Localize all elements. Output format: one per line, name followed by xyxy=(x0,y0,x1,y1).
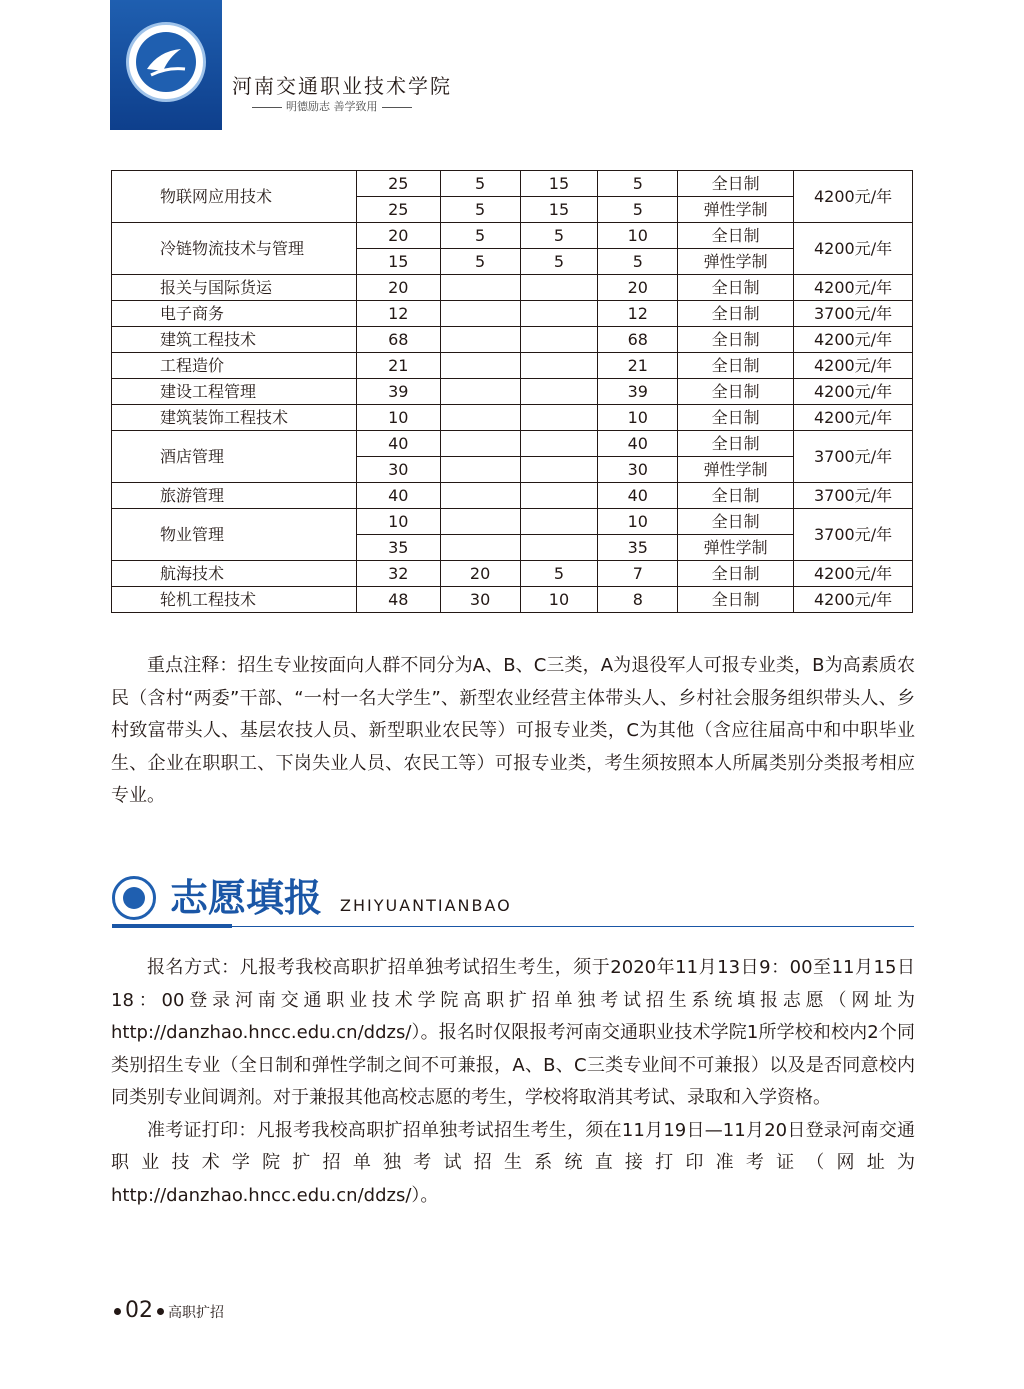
quota-cell: 39 xyxy=(598,379,678,405)
quota-cell: 20 xyxy=(356,275,440,301)
tuition-cell: 4200元/年 xyxy=(794,327,913,353)
quota-cell xyxy=(520,405,598,431)
page-number: 02 xyxy=(125,1298,153,1323)
quota-cell xyxy=(520,301,598,327)
study-mode-cell: 全日制 xyxy=(678,405,794,431)
quota-cell: 5 xyxy=(440,197,520,223)
note-paragraph xyxy=(111,650,915,813)
study-mode-cell: 全日制 xyxy=(678,379,794,405)
major-name-cell: 建筑工程技术 xyxy=(112,327,357,353)
quota-cell xyxy=(520,379,598,405)
quota-cell: 12 xyxy=(598,301,678,327)
major-name-cell: 物联网应用技术 xyxy=(112,171,357,223)
quota-cell xyxy=(520,353,598,379)
study-mode-cell: 全日制 xyxy=(678,587,794,613)
footer-label: 高职扩招 xyxy=(168,1305,224,1321)
study-mode-cell: 全日制 xyxy=(678,327,794,353)
quota-cell: 25 xyxy=(356,197,440,223)
quota-cell xyxy=(520,275,598,301)
major-name-cell: 航海技术 xyxy=(112,561,357,587)
quota-cell: 40 xyxy=(356,431,440,457)
table-row xyxy=(112,275,913,301)
quota-cell: 10 xyxy=(356,405,440,431)
quota-cell: 68 xyxy=(598,327,678,353)
quota-cell xyxy=(440,483,520,509)
quota-cell: 10 xyxy=(598,405,678,431)
quota-cell: 40 xyxy=(598,483,678,509)
quota-cell xyxy=(520,509,598,535)
quota-cell: 20 xyxy=(356,223,440,249)
quota-cell xyxy=(440,327,520,353)
tuition-cell: 3700元/年 xyxy=(794,483,913,509)
quota-cell: 10 xyxy=(356,509,440,535)
tuition-cell: 3700元/年 xyxy=(794,431,913,483)
quota-cell: 5 xyxy=(598,197,678,223)
tuition-cell: 4200元/年 xyxy=(794,275,913,301)
quota-cell xyxy=(440,301,520,327)
major-name-cell: 轮机工程技术 xyxy=(112,587,357,613)
bullet-dot-icon xyxy=(114,1308,121,1315)
page-footer xyxy=(110,1298,224,1323)
school-emblem-icon xyxy=(126,22,206,102)
motto-text: 明德励志 善学致用 xyxy=(286,100,378,113)
tuition-cell: 4200元/年 xyxy=(794,587,913,613)
section-title: 志愿填报 xyxy=(170,876,323,920)
major-name-cell: 工程造价 xyxy=(112,353,357,379)
quota-cell: 10 xyxy=(598,509,678,535)
table-row xyxy=(112,509,913,535)
quota-cell xyxy=(440,405,520,431)
study-mode-cell: 全日制 xyxy=(678,301,794,327)
quota-cell: 30 xyxy=(356,457,440,483)
registration-paragraph: 报名方式：凡报考我校高职扩招单独考试招生考生，须于2020年11月13日9：00至11月15日18：00登录河南交通职业技术学院高职扩招单独考试招生系统填报志愿（网址为http://danzhao.hncc.edu.cn/ddzs/）。报名时仅限报考河南交通职业技术学院1所学校和校内2个同类别招生专业（全日制和弹性学制之间不可兼报，A、B、C三类专业间不可兼报）以及是否同意校内同类别专业间调剂。对于兼报其他高校志愿的考生，学校将取消其考试、录取和入学资格。 xyxy=(111,957,915,1108)
quota-cell: 32 xyxy=(356,561,440,587)
table-row xyxy=(112,301,913,327)
tuition-cell: 4200元/年 xyxy=(794,353,913,379)
section-body xyxy=(111,952,915,1212)
quota-cell xyxy=(440,431,520,457)
major-name-cell: 冷链物流技术与管理 xyxy=(112,223,357,275)
study-mode-cell: 弹性学制 xyxy=(678,535,794,561)
study-mode-cell: 弹性学制 xyxy=(678,249,794,275)
major-name-cell: 电子商务 xyxy=(112,301,357,327)
study-mode-cell: 全日制 xyxy=(678,275,794,301)
major-name-cell: 酒店管理 xyxy=(112,431,357,483)
table-row xyxy=(112,379,913,405)
study-mode-cell: 全日制 xyxy=(678,353,794,379)
tuition-cell: 4200元/年 xyxy=(794,379,913,405)
table-row xyxy=(112,171,913,197)
quota-cell xyxy=(520,457,598,483)
section-underline-accent xyxy=(112,924,232,928)
table-row xyxy=(112,353,913,379)
quota-cell: 40 xyxy=(598,431,678,457)
quota-cell: 8 xyxy=(598,587,678,613)
quota-cell xyxy=(520,483,598,509)
quota-cell xyxy=(440,379,520,405)
quota-cell: 5 xyxy=(520,223,598,249)
note-text: 重点注释：招生专业按面向人群不同分为A、B、C三类，A为退役军人可报专业类，B为高素质农民（含村“两委”干部、“一村一名大学生”、新型农业经营主体带头人、乡村社会服务组织带头人、乡村致富带头人、基层农技人员、新型职业农民等）可报专业类，C为其他（含应往届高中和中职毕业生、企业在职职工、下岗失业人员、农民工等）可报专业类，考生须按照本人所属类别分类报考相应专业。 xyxy=(111,655,915,806)
quota-cell: 5 xyxy=(598,171,678,197)
quota-cell: 68 xyxy=(356,327,440,353)
quota-cell: 10 xyxy=(520,587,598,613)
table-row xyxy=(112,483,913,509)
bullet-dot-icon xyxy=(157,1308,164,1315)
quota-cell xyxy=(440,275,520,301)
quota-cell xyxy=(520,535,598,561)
section-emblem-icon xyxy=(112,876,156,920)
major-name-cell: 建筑装饰工程技术 xyxy=(112,405,357,431)
quota-cell: 39 xyxy=(356,379,440,405)
tuition-cell: 4200元/年 xyxy=(794,561,913,587)
quota-cell: 5 xyxy=(440,171,520,197)
quota-cell xyxy=(440,535,520,561)
major-name-cell: 旅游管理 xyxy=(112,483,357,509)
admission-table xyxy=(111,170,913,613)
study-mode-cell: 弹性学制 xyxy=(678,197,794,223)
quota-cell: 5 xyxy=(520,249,598,275)
study-mode-cell: 全日制 xyxy=(678,223,794,249)
quota-cell xyxy=(440,509,520,535)
table-row xyxy=(112,223,913,249)
quota-cell xyxy=(440,457,520,483)
quota-cell xyxy=(440,353,520,379)
table-row xyxy=(112,327,913,353)
study-mode-cell: 弹性学制 xyxy=(678,457,794,483)
tuition-cell: 4200元/年 xyxy=(794,405,913,431)
quota-cell: 5 xyxy=(440,223,520,249)
quota-cell: 15 xyxy=(520,197,598,223)
quota-cell: 21 xyxy=(356,353,440,379)
quota-cell: 21 xyxy=(598,353,678,379)
admission-ticket-paragraph: 准考证打印：凡报考我校高职扩招单独考试招生考生，须在11月19日—11月20日登录河南交通职业技术学院扩招单独考试招生系统直接打印准考证（网址为http://danzhao.hncc.edu.cn/ddzs/）。 xyxy=(111,1119,915,1206)
section-underline xyxy=(232,926,914,927)
quota-cell: 12 xyxy=(356,301,440,327)
quota-cell xyxy=(520,431,598,457)
table-row xyxy=(112,561,913,587)
quota-cell xyxy=(520,327,598,353)
section-subtitle: ZHIYUANTIANBAO xyxy=(340,896,512,915)
school-logo-block xyxy=(110,0,222,130)
quota-cell: 48 xyxy=(356,587,440,613)
table-row xyxy=(112,431,913,457)
quota-cell: 10 xyxy=(598,223,678,249)
quota-cell: 15 xyxy=(356,249,440,275)
quota-cell: 30 xyxy=(440,587,520,613)
study-mode-cell: 全日制 xyxy=(678,431,794,457)
quota-cell: 5 xyxy=(440,249,520,275)
quota-cell: 15 xyxy=(520,171,598,197)
table-row xyxy=(112,587,913,613)
study-mode-cell: 全日制 xyxy=(678,483,794,509)
quota-cell: 30 xyxy=(598,457,678,483)
study-mode-cell: 全日制 xyxy=(678,509,794,535)
tuition-cell: 3700元/年 xyxy=(794,301,913,327)
quota-cell: 5 xyxy=(598,249,678,275)
tuition-cell: 3700元/年 xyxy=(794,509,913,561)
major-name-cell: 建设工程管理 xyxy=(112,379,357,405)
tuition-cell: 4200元/年 xyxy=(794,223,913,275)
school-motto xyxy=(248,98,416,114)
quota-cell: 25 xyxy=(356,171,440,197)
quota-cell: 5 xyxy=(520,561,598,587)
tuition-cell: 4200元/年 xyxy=(794,171,913,223)
quota-cell: 35 xyxy=(356,535,440,561)
study-mode-cell: 全日制 xyxy=(678,561,794,587)
school-name: 河南交通职业技术学院 xyxy=(232,74,452,98)
major-name-cell: 物业管理 xyxy=(112,509,357,561)
study-mode-cell: 全日制 xyxy=(678,171,794,197)
quota-cell: 7 xyxy=(598,561,678,587)
quota-cell: 35 xyxy=(598,535,678,561)
quota-cell: 40 xyxy=(356,483,440,509)
major-name-cell: 报关与国际货运 xyxy=(112,275,357,301)
table-row xyxy=(112,405,913,431)
quota-cell: 20 xyxy=(440,561,520,587)
quota-cell: 20 xyxy=(598,275,678,301)
